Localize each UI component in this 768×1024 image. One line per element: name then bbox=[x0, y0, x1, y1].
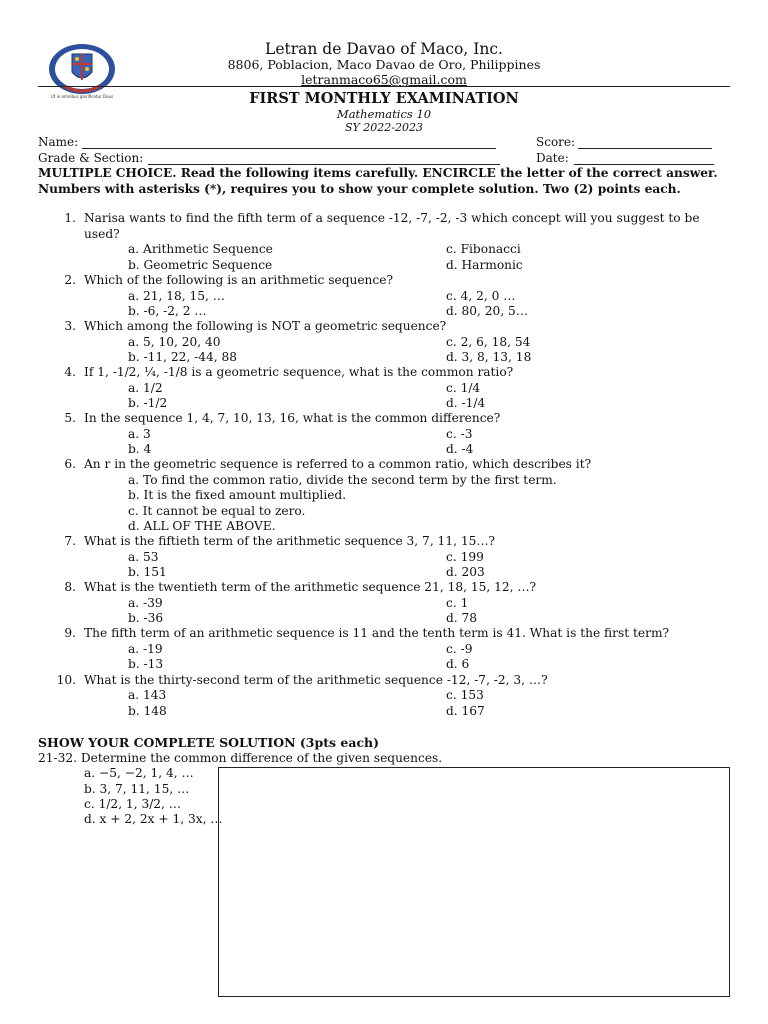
option-d[interactable]: d. 78 bbox=[446, 611, 478, 625]
instructions-line-1: MULTIPLE CHOICE. Read the following items carefully. ENCIRCLE the letter of the correct answer. bbox=[38, 166, 718, 180]
question-text: If 1, -1/2, ¼, -1/8 is a geometric sequence, what is the common ratio? bbox=[84, 365, 514, 379]
option-b[interactable]: b. It is the fixed amount multiplied. bbox=[128, 488, 347, 502]
sequence-item: a. −5, −2, 1, 4, … bbox=[84, 766, 194, 780]
question-number: 2. bbox=[64, 273, 76, 287]
option-c[interactable]: c. 2, 6, 18, 54 bbox=[446, 335, 531, 349]
question-number: 9. bbox=[64, 626, 76, 640]
sequence-item: c. 1/2, 1, 3/2, … bbox=[84, 797, 181, 811]
question-number: 4. bbox=[64, 365, 76, 379]
date-label: Date: bbox=[536, 151, 569, 165]
svg-text:Ut in omnibus glorificetur Deu: Ut in omnibus glorificetur Deus bbox=[50, 94, 114, 99]
question-text: An r in the geometric sequence is referred to a common ratio, which describes it? bbox=[84, 457, 592, 471]
question-text: Which of the following is an arithmetic sequence? bbox=[84, 273, 393, 287]
option-a[interactable]: a. 53 bbox=[128, 550, 159, 564]
grade-section-label: Grade & Section: bbox=[38, 151, 144, 165]
option-a[interactable]: a. Arithmetic Sequence bbox=[128, 242, 273, 256]
option-a[interactable]: a. 5, 10, 20, 40 bbox=[128, 335, 221, 349]
option-a[interactable]: a. 1/2 bbox=[128, 381, 163, 395]
option-c[interactable]: c. -3 bbox=[446, 427, 473, 441]
option-b[interactable]: b. -36 bbox=[128, 611, 164, 625]
score-field-line[interactable] bbox=[578, 148, 712, 149]
school-email-link[interactable]: letranmaco65@gmail.com bbox=[301, 72, 467, 87]
option-c[interactable]: c. It cannot be equal to zero. bbox=[128, 504, 306, 518]
solution-section-title: SHOW YOUR COMPLETE SOLUTION (3pts each) bbox=[38, 735, 380, 750]
option-c[interactable]: c. 1/4 bbox=[446, 381, 481, 395]
question-number: 3. bbox=[64, 319, 76, 333]
option-c[interactable]: c. 4, 2, 0 … bbox=[446, 289, 516, 303]
name-label: Name: bbox=[38, 135, 79, 149]
option-d[interactable]: d. 3, 8, 13, 18 bbox=[446, 350, 532, 364]
option-b[interactable]: b. 151 bbox=[128, 565, 167, 579]
question-number: 1. bbox=[64, 211, 76, 225]
option-a[interactable]: a. 143 bbox=[128, 688, 167, 702]
school-address: 8806, Poblacion, Maco Davao de Oro, Philippines bbox=[227, 57, 541, 72]
score-label: Score: bbox=[536, 135, 576, 149]
option-d[interactable]: d. 167 bbox=[446, 704, 485, 718]
option-a[interactable]: a. To find the common ratio, divide the second term by the first term. bbox=[128, 473, 557, 487]
option-d[interactable]: d. Harmonic bbox=[446, 258, 523, 272]
option-c[interactable]: c. -9 bbox=[446, 642, 473, 656]
question-number: 10. bbox=[56, 673, 76, 687]
option-d[interactable]: d. 203 bbox=[446, 565, 485, 579]
option-d[interactable]: d. -1/4 bbox=[446, 396, 486, 410]
option-b[interactable]: b. -6, -2, 2 … bbox=[128, 304, 207, 318]
option-c[interactable]: c. 199 bbox=[446, 550, 484, 564]
option-b[interactable]: b. 4 bbox=[128, 442, 152, 456]
question-text: Narisa wants to find the fifth term of a sequence -12, -7, -2, -3 which concept will you suggest to be used? bbox=[84, 211, 700, 241]
option-c[interactable]: c. 153 bbox=[446, 688, 484, 702]
question-number: 7. bbox=[64, 534, 76, 548]
option-a[interactable]: a. -39 bbox=[128, 596, 163, 610]
option-a[interactable]: a. 3 bbox=[128, 427, 151, 441]
option-d[interactable]: d. 80, 20, 5… bbox=[446, 304, 529, 318]
header-divider bbox=[38, 86, 730, 87]
subject-label: Mathematics 10 bbox=[336, 107, 432, 121]
option-b[interactable]: b. -11, 22, -44, 88 bbox=[128, 350, 238, 364]
question-text: In the sequence 1, 4, 7, 10, 13, 16, what is the common difference? bbox=[84, 411, 501, 425]
option-b[interactable]: b. -13 bbox=[128, 657, 164, 671]
option-b[interactable]: b. Geometric Sequence bbox=[128, 258, 273, 272]
school-name: Letran de Davao of Maco, Inc. bbox=[265, 40, 503, 58]
question-text: What is the fiftieth term of the arithmetic sequence 3, 7, 11, 15…? bbox=[84, 534, 496, 548]
question-text: What is the twentieth term of the arithmetic sequence 21, 18, 15, 12, …? bbox=[84, 580, 537, 594]
option-b[interactable]: b. -1/2 bbox=[128, 396, 168, 410]
option-c[interactable]: c. 1 bbox=[446, 596, 469, 610]
option-d[interactable]: d. 6 bbox=[446, 657, 470, 671]
question-text: What is the thirty-second term of the arithmetic sequence -12, -7, -2, 3, …? bbox=[84, 673, 548, 687]
question-text: Which among the following is NOT a geometric sequence? bbox=[84, 319, 447, 333]
solution-answer-box[interactable] bbox=[218, 767, 730, 997]
sequence-item: b. 3, 7, 11, 15, … bbox=[84, 782, 190, 796]
option-b[interactable]: b. 148 bbox=[128, 704, 167, 718]
question-number: 6. bbox=[64, 457, 76, 471]
solution-prompt: 21-32. Determine the common difference of the given sequences. bbox=[38, 751, 443, 765]
option-c[interactable]: c. Fibonacci bbox=[446, 242, 521, 256]
exam-title: FIRST MONTHLY EXAMINATION bbox=[249, 90, 519, 107]
instructions-line-2: Numbers with asterisks (*), requires you to show your complete solution. Two (2) points each. bbox=[38, 182, 681, 196]
question-number: 5. bbox=[64, 411, 76, 425]
option-d[interactable]: d. -4 bbox=[446, 442, 474, 456]
option-a[interactable]: a. 21, 18, 15, … bbox=[128, 289, 225, 303]
option-a[interactable]: a. -19 bbox=[128, 642, 163, 656]
sequence-item: d. x + 2, 2x + 1, 3x, … bbox=[84, 812, 223, 826]
question-number: 8. bbox=[64, 580, 76, 594]
school-year-label: SY 2022-2023 bbox=[345, 121, 423, 134]
question-text: The fifth term of an arithmetic sequence is 11 and the tenth term is 41. What is the first term? bbox=[84, 626, 670, 640]
name-field-line[interactable] bbox=[82, 148, 496, 149]
option-d[interactable]: d. ALL OF THE ABOVE. bbox=[128, 519, 276, 533]
